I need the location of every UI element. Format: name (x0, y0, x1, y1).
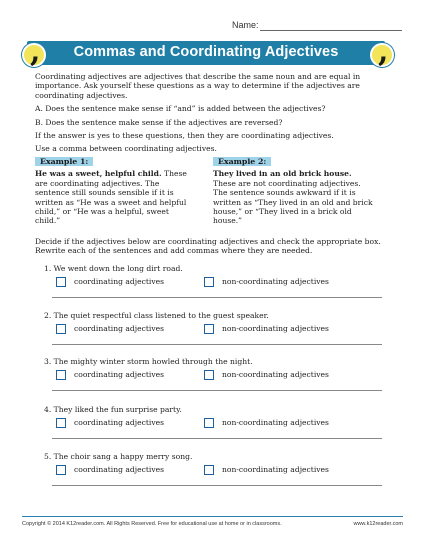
examples-section (35, 157, 391, 229)
q4-answer-line[interactable] (52, 438, 382, 439)
name-underline[interactable] (260, 30, 402, 31)
question-2 (44, 311, 384, 351)
q3-answer-line[interactable] (52, 390, 382, 391)
q5-non-coordinating-checkbox[interactable] (204, 465, 214, 475)
example-1-explanation: These are coordinating adjectives. The sentence still sounds sensible if it is written as “He was a sweet and helpful child,” or “He was a helpful, sweet child.” (35, 169, 187, 226)
q5-coordinating-label: coordinating adjectives (74, 465, 165, 474)
intro-section (35, 72, 393, 158)
example-2-explanation: These are not coordinating adjectives. The sentence sounds awkward if it is written as “They lived in an old and brick house,” or “They lived in a brick old house.” (213, 178, 373, 226)
q1-answer-line[interactable] (52, 297, 382, 298)
q3-non-coordinating-checkbox[interactable] (204, 370, 214, 380)
q1-non-coordinating-label: non-coordinating adjectives (222, 277, 329, 286)
name-field[interactable] (232, 20, 402, 32)
question-2-text: 2. The quiet respectful class listened to the guest speaker. (44, 311, 269, 320)
intro-question-b: B. Does the sentence make sense if the adjectives are reversed? (35, 117, 283, 127)
q5-coordinating-checkbox[interactable] (56, 465, 66, 475)
q4-non-coordinating-label: non-coordinating adjectives (222, 418, 329, 427)
comma-left-icon (22, 34, 46, 69)
q2-coordinating-checkbox[interactable] (56, 324, 66, 334)
q1-non-coordinating-checkbox[interactable] (204, 277, 214, 287)
question-4 (44, 405, 384, 445)
example-2 (213, 157, 373, 226)
q2-non-coordinating-checkbox[interactable] (204, 324, 214, 334)
intro-definition: Coordinating adjectives are adjectives that describe the same noun and are equal in importance. Ask yourself these questions as a way to determine if the adjectives are coordinating adjectives. (35, 72, 361, 100)
q1-coordinating-checkbox[interactable] (56, 277, 66, 287)
q2-coordinating-label: coordinating adjectives (74, 324, 165, 333)
comma-glyph-right: , (378, 34, 389, 69)
instructions: Decide if the adjectives below are coordinating adjectives and check the appropriate box. Rewrite each of the sentences and add commas where they are needed. (35, 237, 381, 256)
example-1-sentence: He was a sweet, helpful child. (35, 169, 162, 179)
page-title: Commas and Coordinating Adjectives (73, 44, 339, 60)
question-4-text: 4. They liked the fun surprise party. (44, 405, 182, 414)
example-2-text (213, 169, 373, 225)
q5-non-coordinating-label: non-coordinating adjectives (222, 465, 329, 474)
q4-coordinating-checkbox[interactable] (56, 418, 66, 428)
question-1-text: 1. We went down the long dirt road. (44, 264, 183, 273)
question-5 (44, 452, 384, 492)
example-1 (35, 157, 195, 226)
footer-copyright: Copyright © 2014 K12reader.com. All Rights Reserved. Free for educational use at home or in classrooms. (22, 521, 282, 527)
name-label: Name: (232, 20, 259, 30)
question-5-text: 5. The choir sang a happy merry song. (44, 452, 193, 461)
question-1 (44, 264, 384, 304)
example-1-text (35, 169, 195, 225)
example-1-header: Example 1: (35, 157, 93, 166)
intro-rule: Use a comma between coordinating adjectives. (35, 144, 217, 154)
q4-coordinating-label: coordinating adjectives (74, 418, 165, 427)
footer-url-link[interactable]: www.k12reader.com (353, 521, 403, 527)
intro-question-a: A. Does the sentence make sense if “and” is added between the adjectives? (35, 104, 326, 114)
q3-non-coordinating-label: non-coordinating adjectives (222, 370, 329, 379)
example-2-sentence: They lived in an old brick house. (213, 169, 352, 179)
comma-glyph-left: , (30, 34, 41, 69)
example-2-header: Example 2: (213, 157, 271, 166)
q1-coordinating-label: coordinating adjectives (74, 277, 165, 286)
question-3 (44, 357, 384, 397)
footer-divider (22, 516, 403, 517)
comma-right-icon (370, 34, 394, 69)
q3-coordinating-checkbox[interactable] (56, 370, 66, 380)
q3-coordinating-label: coordinating adjectives (74, 370, 165, 379)
intro-conclusion: If the answer is yes to these questions, then they are coordinating adjectives. (35, 131, 334, 141)
q2-non-coordinating-label: non-coordinating adjectives (222, 324, 329, 333)
q5-answer-line[interactable] (52, 485, 382, 486)
q4-non-coordinating-checkbox[interactable] (204, 418, 214, 428)
q2-answer-line[interactable] (52, 344, 382, 345)
title-bar (27, 41, 385, 65)
question-3-text: 3. The mighty winter storm howled through the night. (44, 357, 253, 366)
